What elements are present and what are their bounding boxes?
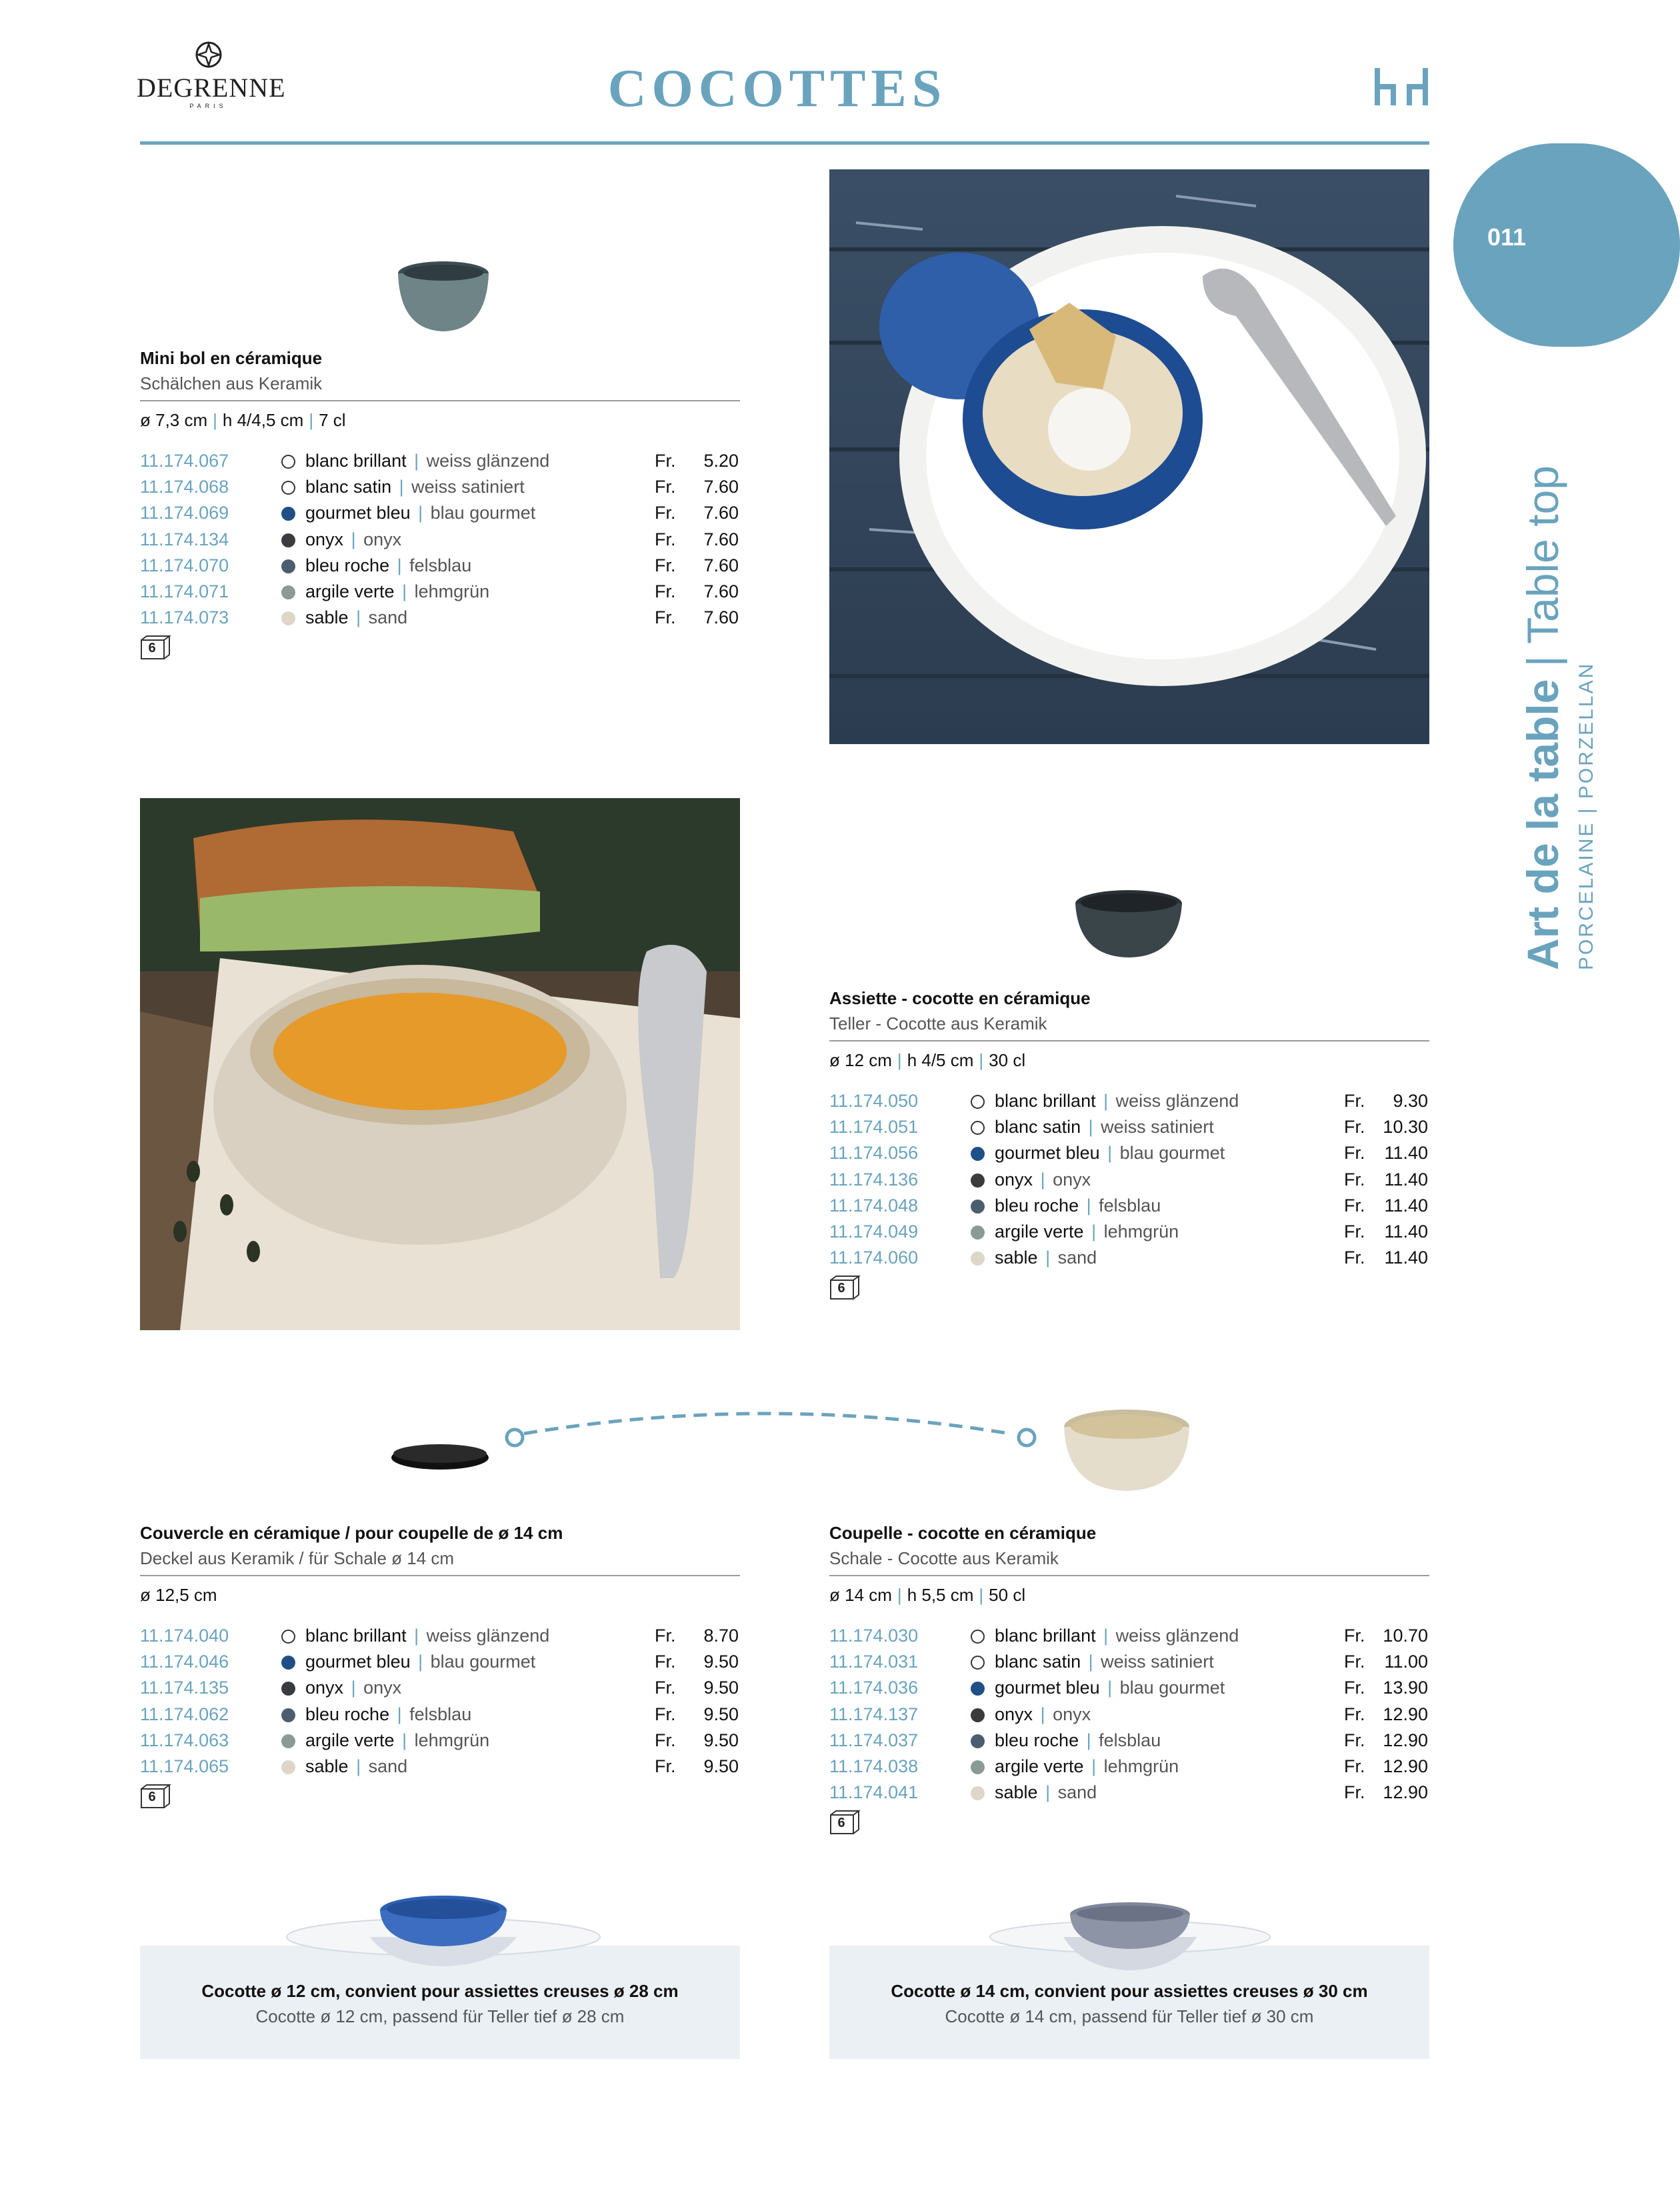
color-name: blanc satin | weiss satiniert [995,1652,1214,1672]
color-name-de: blau gourmet [430,503,536,523]
section-label [1517,465,1599,970]
color-name: blanc satin | weiss satiniert [995,1117,1214,1138]
product-row [829,1728,1429,1754]
color-name-fr: sable [995,1782,1038,1803]
color-swatch-icon [971,1786,985,1800]
pack-box-icon [829,1810,860,1835]
article-code: 11.174.041 [829,1782,919,1803]
product-row [140,579,740,605]
price: 11.40 [1384,1143,1428,1164]
color-name-fr: blanc brillant [995,1626,1096,1646]
color-swatch-icon [971,1656,985,1670]
price: 5.20 [703,451,739,471]
note-title: Cocotte ø 14 cm, convient pour assiettes creuses ø 30 cm [891,1981,1368,2001]
color-name: onyx | onyx [995,1169,1091,1190]
dim-diameter: ø 12,5 cm [140,1585,217,1605]
color-name: blanc brillant | weiss glänzend [995,1091,1239,1111]
color-name-fr: onyx [995,1704,1033,1724]
price: 12.90 [1383,1730,1428,1750]
color-name-fr: bleu roche [995,1195,1079,1216]
color-name-fr: sable [305,607,349,628]
product-row [829,1114,1429,1140]
product-row [829,1140,1429,1166]
product-row [140,1728,740,1754]
color-name-fr: gourmet bleu [305,1652,411,1672]
price: 9.50 [703,1730,739,1750]
currency: Fr. [655,1626,676,1646]
lid-connector [500,1400,1033,1454]
product-block-plate-cocotte [829,985,1429,1300]
product-dimensions [140,1583,740,1607]
product-row [829,1219,1429,1245]
page-number: 011 [1487,223,1527,251]
color-name: argile verte | lehmgrün [995,1221,1179,1242]
article-code: 11.174.134 [140,529,229,549]
color-name: onyx | onyx [995,1704,1091,1724]
header-rule [140,141,1429,145]
product-title: Couvercle en céramique / pour coupelle de ø 14 cm [140,1523,563,1543]
color-name-de: felsblau [1099,1730,1161,1750]
divider [140,1575,740,1576]
color-name: sable | sand [995,1782,1097,1803]
pack-quantity: 6 [837,1281,845,1296]
product-row [829,1675,1429,1701]
color-swatch-icon [281,611,295,625]
article-code: 11.174.056 [829,1143,919,1164]
currency: Fr. [1344,1782,1365,1803]
price: 9.50 [703,1704,739,1724]
product-row [140,500,740,526]
color-name-fr: argile verte [995,1221,1084,1242]
dim-volume: 50 cl [989,1585,1026,1605]
note-subtitle: Cocotte ø 14 cm, passend für Teller tief ø 30 cm [945,2006,1314,2026]
lid-image [390,1440,490,1474]
product-rows [140,1623,740,1780]
color-name-de: lehmgrün [1103,1221,1179,1242]
currency: Fr. [1344,1117,1365,1138]
product-dimensions: ø 14 cm | h 5,5 cm | 50 cl [829,1585,1026,1605]
color-name-fr: argile verte [305,581,395,601]
product-block-lid [140,1520,740,1809]
currency: Fr. [655,1678,676,1698]
color-name-fr: bleu roche [305,555,390,575]
article-code: 11.174.069 [140,503,229,523]
color-swatch-icon [281,507,295,521]
product-rows [829,1088,1429,1271]
currency: Fr. [1344,1091,1365,1111]
color-name-fr: sable [995,1248,1038,1268]
color-name: blanc brillant | weiss glänzend [305,451,550,471]
currency: Fr. [655,581,676,601]
color-swatch-icon [971,1147,985,1161]
color-name: blanc brillant | weiss glänzend [995,1626,1239,1646]
price: 9.50 [703,1678,739,1698]
color-name: gourmet bleu | blau gourmet [305,503,536,523]
product-block-mini-bowl [140,345,740,660]
article-code: 11.174.030 [829,1626,919,1646]
color-swatch-icon [281,1630,295,1644]
divider [829,1040,1429,1041]
article-code: 11.174.048 [829,1195,919,1216]
color-name-de: felsblau [1099,1195,1161,1216]
divider [829,1575,1429,1576]
color-name: gourmet bleu | blau gourmet [305,1652,536,1672]
pack-box-icon [140,1784,171,1809]
article-code: 11.174.036 [829,1678,919,1698]
currency: Fr. [655,1652,676,1672]
color-name-de: weiss glänzend [426,1626,550,1646]
color-name-de: blau gourmet [1119,1678,1225,1698]
photo-blue-cocotte [829,169,1429,744]
article-code: 11.174.060 [829,1248,919,1268]
article-code: 11.174.046 [140,1652,229,1672]
color-name-fr: argile verte [305,1730,395,1750]
currency: Fr. [655,607,676,628]
product-block-cup-cocotte [829,1520,1429,1835]
color-name-de: lehmgrün [414,581,490,601]
article-code: 11.174.063 [140,1730,229,1750]
price: 11.40 [1384,1248,1428,1268]
color-name: blanc satin | weiss satiniert [305,477,525,497]
product-row [829,1649,1429,1675]
product-row [140,527,740,553]
currency: Fr. [655,503,676,523]
color-name: bleu roche | felsblau [995,1730,1161,1750]
product-row [829,1754,1429,1780]
product-row [140,1623,740,1649]
color-name: bleu roche | felsblau [995,1195,1161,1216]
currency: Fr. [655,1704,676,1724]
color-name-de: lehmgrün [1103,1756,1179,1776]
article-code: 11.174.050 [829,1091,919,1111]
currency: Fr. [1344,1756,1365,1776]
color-name: gourmet bleu | blau gourmet [995,1143,1225,1164]
dim-height: h 4/4,5 cm [222,410,304,430]
color-swatch-icon [281,1682,295,1696]
color-name-de: weiss glänzend [1115,1626,1239,1646]
note-title: Cocotte ø 12 cm, convient pour assiettes creuses ø 28 cm [201,1981,679,2001]
color-name-de: weiss satiniert [411,477,525,497]
currency: Fr. [1344,1730,1365,1750]
color-name: argile verte | lehmgrün [305,1730,490,1750]
currency: Fr. [655,1730,676,1750]
price: 7.60 [703,503,739,523]
currency: Fr. [655,555,676,575]
color-name-de: felsblau [409,555,472,575]
price: 12.90 [1383,1756,1428,1776]
color-name-fr: blanc satin [305,477,392,497]
brand-name: DEGRENNE [137,73,286,103]
product-rows [829,1623,1429,1806]
product-dimensions: ø 7,3 cm | h 4/4,5 cm | 7 cl [140,410,346,430]
article-code: 11.174.037 [829,1730,919,1750]
color-swatch-icon [281,533,295,547]
article-code: 11.174.051 [829,1117,919,1138]
product-title: Mini bol en céramique [140,348,323,368]
price: 7.60 [703,477,739,497]
currency: Fr. [655,529,676,549]
currency: Fr. [655,451,676,471]
article-code: 11.174.136 [829,1169,919,1190]
product-title: Assiette - cocotte en céramique [829,988,1091,1008]
dim-height: h 5,5 cm [907,1585,974,1605]
pack-box-icon [829,1275,860,1300]
color-name-de: blau gourmet [430,1652,536,1672]
product-row [829,1193,1429,1219]
product-row [829,1088,1429,1114]
currency: Fr. [655,477,676,497]
color-name-de: weiss glänzend [1115,1091,1239,1111]
color-swatch-icon [281,1708,295,1722]
article-code: 11.174.071 [140,581,229,601]
cup-cocotte-image [1061,1407,1192,1494]
hd-logo-icon [1373,67,1431,107]
color-name: argile verte | lehmgrün [305,581,490,601]
dim-diameter: ø 14 cm [829,1585,892,1605]
note-subtitle: Cocotte ø 12 cm, passend für Teller tief ø 28 cm [255,2006,625,2026]
color-name-de: sand [1057,1248,1097,1268]
color-name-fr: blanc satin [995,1652,1081,1672]
article-code: 11.174.038 [829,1756,919,1776]
color-name-de: weiss satiniert [1101,1652,1214,1672]
currency: Fr. [1344,1652,1365,1672]
color-name: argile verte | lehmgrün [995,1756,1179,1776]
color-name-de: weiss satiniert [1101,1117,1214,1138]
article-code: 11.174.073 [140,607,229,628]
product-rows [140,448,740,631]
color-name: sable | sand [305,607,408,628]
product-row [829,1623,1429,1649]
color-name: blanc brillant | weiss glänzend [305,1626,550,1646]
article-code: 11.174.068 [140,477,229,497]
price: 7.60 [703,555,739,575]
product-row [140,1649,740,1675]
article-code: 11.174.031 [829,1652,919,1672]
price: 12.90 [1383,1704,1428,1724]
currency: Fr. [1344,1195,1365,1216]
color-name-de: onyx [363,529,402,549]
product-row [829,1167,1429,1193]
article-code: 11.174.062 [140,1704,229,1724]
product-row [140,474,740,500]
article-code: 11.174.135 [140,1678,229,1698]
pack-quantity: 6 [148,641,156,656]
color-swatch-icon [971,1682,985,1696]
dim-diameter: ø 12 cm [829,1050,892,1070]
currency: Fr. [1344,1704,1365,1724]
mini-bowl-image [393,257,493,337]
dim-volume: 30 cl [989,1050,1026,1070]
product-subtitle: Deckel aus Keramik / für Schale ø 14 cm [140,1548,455,1568]
currency: Fr. [1344,1221,1365,1242]
color-name-de: onyx [1053,1169,1091,1190]
currency: Fr. [655,1756,676,1776]
price: 9.50 [703,1756,739,1776]
color-name-de: sand [368,607,408,628]
price: 11.00 [1384,1652,1428,1672]
divider [140,400,740,401]
color-name-fr: onyx [305,1678,344,1698]
color-swatch-icon [281,1656,295,1670]
color-name-de: sand [1057,1782,1097,1803]
color-swatch-icon [281,585,295,599]
article-code: 11.174.040 [140,1626,229,1646]
color-name: onyx | onyx [305,1678,402,1698]
color-name-fr: blanc brillant [305,1626,407,1646]
color-swatch-icon [971,1174,985,1188]
color-name-fr: blanc satin [995,1117,1081,1138]
price: 7.60 [703,529,739,549]
color-name-fr: onyx [305,529,344,549]
section-main: Art de la table [1518,679,1567,970]
product-row [140,1702,740,1728]
color-swatch-icon [971,1708,985,1722]
price: 7.60 [703,607,739,628]
product-dimensions: ø 12 cm | h 4/5 cm | 30 cl [829,1050,1026,1070]
product-row [829,1702,1429,1728]
price: 11.40 [1384,1195,1428,1216]
color-swatch-icon [281,1734,295,1748]
currency: Fr. [1344,1169,1365,1190]
pack-quantity: 6 [148,1790,156,1805]
color-name: gourmet bleu | blau gourmet [995,1678,1225,1698]
color-swatch-icon [971,1226,985,1240]
price: 7.60 [703,581,739,601]
currency: Fr. [1344,1626,1365,1646]
brand-sub: PARIS [189,103,227,109]
color-name: sable | sand [305,1756,408,1776]
color-name-de: sand [368,1756,408,1776]
color-name-de: onyx [363,1678,402,1698]
color-name-fr: bleu roche [305,1704,390,1724]
price: 10.30 [1383,1117,1428,1138]
pack-box-icon [140,635,171,660]
product-row [140,605,740,631]
color-swatch-icon [281,481,295,495]
article-code: 11.174.049 [829,1221,919,1242]
grey-cocotte-in-plate-image [987,1897,1273,1974]
color-name-fr: onyx [995,1169,1033,1190]
plate-cocotte-image [1073,887,1184,960]
product-row [829,1780,1429,1806]
product-row [140,448,740,474]
currency: Fr. [1344,1143,1365,1164]
product-row [140,553,740,579]
product-row [829,1245,1429,1271]
color-name: bleu roche | felsblau [305,1704,472,1724]
color-name-fr: blanc brillant [305,451,407,471]
article-code: 11.174.070 [140,555,229,575]
dim-diameter: ø 7,3 cm [140,410,208,430]
color-name-de: blau gourmet [1119,1143,1225,1164]
pack-quantity: 6 [837,1816,845,1831]
color-swatch-icon [281,559,295,573]
price: 9.50 [703,1652,739,1672]
dim-volume: 7 cl [319,410,346,430]
currency: Fr. [1344,1678,1365,1698]
section-main-en: Table top [1518,465,1567,644]
price: 10.70 [1383,1626,1428,1646]
article-code: 11.174.065 [140,1756,229,1776]
color-name-fr: gourmet bleu [305,503,411,523]
color-name: onyx | onyx [305,529,402,549]
currency: Fr. [1344,1248,1365,1268]
product-title: Coupelle - cocotte en céramique [829,1523,1097,1543]
price: 13.90 [1383,1678,1428,1698]
color-name-de: weiss glänzend [426,451,550,471]
color-swatch-icon [971,1630,985,1644]
dim-height: h 4/5 cm [907,1050,974,1070]
color-swatch-icon [971,1121,985,1135]
color-name-fr: bleu roche [995,1730,1079,1750]
product-subtitle: Schale - Cocotte aus Keramik [829,1548,1059,1568]
color-name: bleu roche | felsblau [305,555,472,575]
photo-soup-cocotte [140,798,740,1330]
blue-cocotte-in-plate-image [283,1884,603,1970]
price: 11.40 [1384,1169,1428,1190]
color-name-fr: argile verte [995,1756,1084,1776]
color-name-de: onyx [1053,1704,1091,1724]
color-name-fr: gourmet bleu [995,1143,1100,1164]
color-name-fr: sable [305,1756,349,1776]
article-code: 11.174.137 [829,1704,919,1724]
color-swatch-icon [971,1252,985,1266]
color-name: sable | sand [995,1248,1097,1268]
color-name-de: lehmgrün [414,1730,490,1750]
color-name-fr: blanc brillant [995,1091,1096,1111]
color-swatch-icon [971,1734,985,1748]
color-swatch-icon [281,455,295,469]
price: 12.90 [1383,1782,1428,1803]
article-code: 11.174.067 [140,451,229,471]
color-swatch-icon [971,1200,985,1214]
product-subtitle: Teller - Cocotte aus Keramik [829,1013,1047,1033]
product-subtitle: Schälchen aus Keramik [140,373,323,393]
price: 9.30 [1393,1091,1428,1111]
product-row [140,1675,740,1701]
color-swatch-icon [281,1760,295,1774]
section-sub: PORCELAINE | PORZELLAN [1575,661,1597,970]
price: 11.40 [1384,1221,1428,1242]
price: 8.70 [703,1626,739,1646]
page-title: COCOTTES [607,59,947,118]
section-divider: | [1518,655,1567,667]
product-row [140,1754,740,1780]
color-name-de: felsblau [409,1704,472,1724]
color-swatch-icon [971,1760,985,1774]
color-swatch-icon [971,1095,985,1109]
color-name-fr: gourmet bleu [995,1678,1100,1698]
